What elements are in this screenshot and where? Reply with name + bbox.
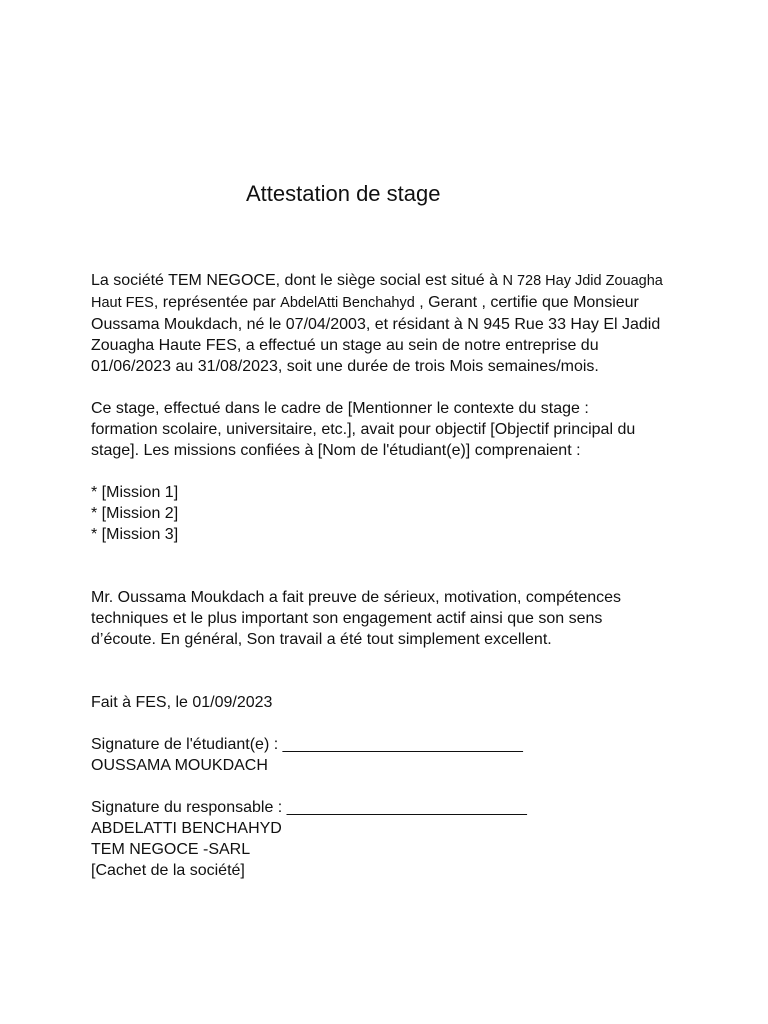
company-address: N 728 Hay Jdid Zouagha [502,273,663,289]
company-stamp-placeholder: [Cachet de la société] [91,862,245,879]
context-paragraph [91,398,681,461]
company-name: TEM NEGOCE -SARL [91,841,251,858]
evaluation-paragraph [91,587,681,650]
intro-line-2-end: , Gerant , certifie que Monsieur [414,294,639,311]
intro-line-4: Zouagha Haute FES, a effectué un stage au sein de notre entreprise du [91,337,599,354]
evaluation-line-1: Mr. Oussama Moukdach a fait preuve de sérieux, motivation, compétences [91,589,622,606]
evaluation-line-3: d’écoute. En général, Son travail a été tout simplement excellent. [91,631,552,648]
manager-signature-block [91,797,681,881]
intro-line-3: Oussama Moukdach, né le 07/04/2003, et résidant à N 945 Rue 33 Hay El Jadid [91,316,661,333]
student-signature-block [91,734,681,776]
context-line-3: stage]. Les missions confiées à [Nom de l'étudiant(e)] comprenaient : [91,442,581,459]
mission-item: * [Mission 3] [91,526,179,543]
manager-signature-label: Signature du responsable : ___________________________ [91,799,527,816]
mission-item: * [Mission 1] [91,484,179,501]
intro-line-5: 01/06/2023 au 31/08/2023, soit une durée de trois Mois semaines/mois. [91,358,599,375]
place-date: Fait à FES, le 01/09/2023 [91,694,273,711]
context-line-1: Ce stage, effectué dans le cadre de [Mentionner le contexte du stage : [91,400,589,417]
intro-line-1-text: La société TEM NEGOCE, dont le siège social est situé à [91,272,503,289]
intro-paragraph [91,270,681,377]
document-title: Attestation de stage [246,181,441,206]
manager-name: ABDELATTI BENCHAHYD [91,820,282,837]
student-signature-label: Signature de l'étudiant(e) : ___________________________ [91,736,523,753]
representative-name: AbdelAtti Benchahyd [280,295,415,311]
mission-item: * [Mission 2] [91,505,179,522]
intro-line-1 [91,270,681,292]
company-city: Haut FES [91,295,154,311]
context-line-2: formation scolaire, universitaire, etc.], avait pour objectif [Objectif principal du [91,421,636,438]
missions-list [91,482,681,545]
student-name: OUSSAMA MOUKDACH [91,757,268,774]
intro-line-2-text: , représentée par [153,294,281,311]
evaluation-line-2: techniques et le plus important son engagement actif ainsi que son sens [91,610,603,627]
document-body [91,270,681,881]
intro-line-2 [91,292,681,314]
